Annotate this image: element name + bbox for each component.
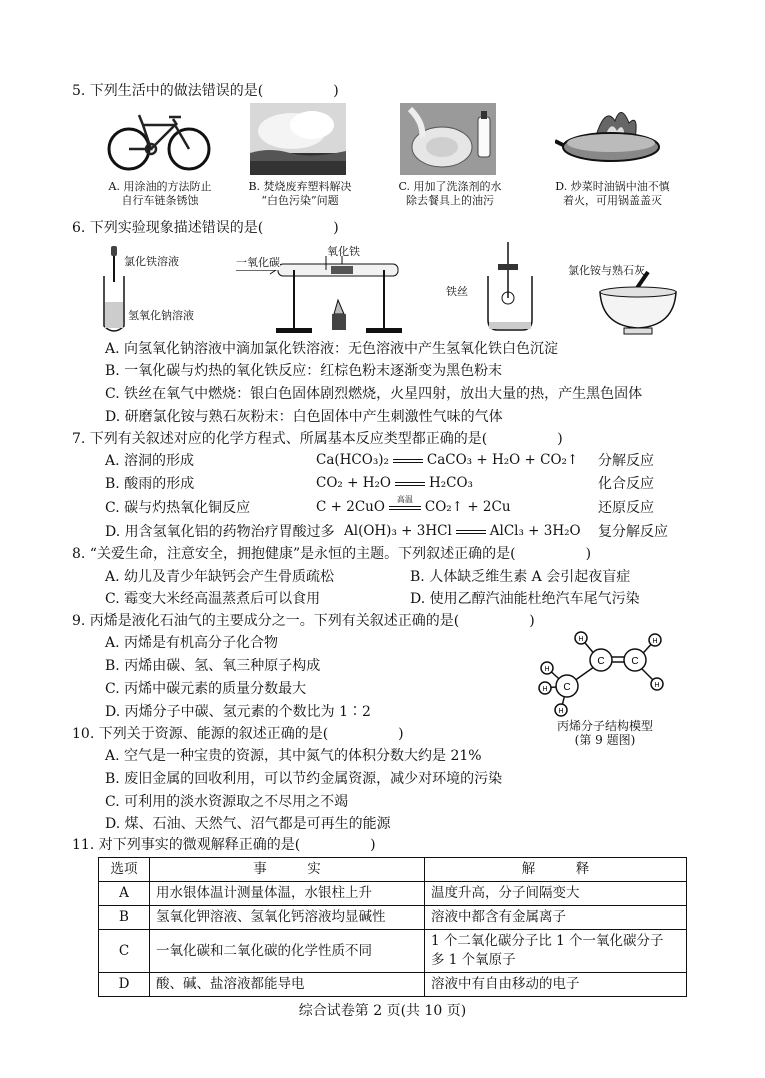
q11-table — [98, 857, 687, 997]
label-wire: 铁丝 — [446, 285, 468, 298]
label-co: 一氧化碳 — [236, 256, 280, 269]
q7-row-a-type: 分解反应 — [598, 453, 654, 469]
wok-fire-icon — [555, 103, 663, 175]
q7-row-d-desc: D. 用含氢氧化铝的药物治疗胃酸过多 — [105, 524, 335, 540]
propene-model-icon — [535, 628, 675, 720]
q8-option-d: D. 使用乙醇汽油能杜绝汽车尾气污染 — [410, 591, 640, 607]
page-footer: 综合试卷第 2 页(共 10 页) — [298, 1003, 467, 1019]
atom-h1: H — [578, 636, 584, 643]
table-header-row — [99, 858, 687, 882]
q8-option-b: B. 人体缺乏维生素 A 会引起夜盲症 — [410, 569, 631, 585]
iron-wire-jar-icon — [470, 240, 550, 336]
row-c-option: C — [99, 930, 150, 973]
atom-c2: C — [597, 656, 605, 667]
label-naoh: 氢氧化钠溶液 — [128, 309, 194, 322]
q5-option-b: B. 焚烧废弃塑料解决 “白色污染”问题 — [248, 180, 352, 207]
atom-c1: C — [563, 682, 571, 693]
q9-option-a: A. 丙烯是有机高分子化合物 — [105, 635, 279, 651]
atom-h4: H — [544, 666, 550, 673]
atom-h2: H — [652, 638, 658, 645]
q7-stem: 7. 下列有关叙述对应的化学方程式、所属基本反应类型都正确的是( ) — [72, 431, 563, 447]
header-option: 选项 — [99, 858, 150, 882]
q10-stem: 10. 下列关于资源、能源的叙述正确的是( ) — [72, 726, 404, 742]
row-a-fact: 用水银体温计测量体温，水银柱上升 — [150, 882, 425, 906]
q9-figure-caption: 丙烯分子结构模型 (第 9 题图) — [556, 719, 653, 747]
q9-stem: 9. 丙烯是液化石油气的主要成分之一。下列有关叙述正确的是( ) — [72, 613, 535, 629]
q9-option-c: C. 丙烯中碳元素的质量分数最大 — [105, 681, 307, 697]
row-b-fact: 氢氧化钾溶液、氢氧化钙溶液均显碱性 — [150, 906, 425, 930]
q5-stem: 5. 下列生活中的做法错误的是( ) — [72, 83, 339, 99]
label-fe2o3: 氧化铁 — [327, 245, 360, 258]
q10-option-b: B. 废旧金属的回收利用，可以节约金属资源，减少对环境的污染 — [105, 771, 503, 787]
row-d-explain: 溶液中有自由移动的电子 — [425, 973, 687, 997]
q11-stem: 11. 对下列事实的微观解释正确的是( ) — [72, 837, 376, 853]
row-a-explain: 温度升高，分子间隔变大 — [425, 882, 687, 906]
table-row — [99, 882, 687, 906]
row-b-explain: 溶液中都含有金属离子 — [425, 906, 687, 930]
q6-option-a: A. 向氢氧化钠溶液中滴加氯化铁溶液：无色溶液中产生氢氧化铁白色沉淀 — [105, 341, 559, 357]
row-d-fact: 酸、碱、盐溶液都能导电 — [150, 973, 425, 997]
q7-row-c-type: 还原反应 — [598, 500, 654, 516]
q9-option-b: B. 丙烯由碳、氢、氧三种原子构成 — [105, 658, 321, 674]
q7-row-d-equation: Al(OH)₃ + 3HCl AlCl₃ + 3H₂O — [344, 523, 581, 539]
q6-option-c: C. 铁丝在氧气中燃烧：银白色固体剧烈燃烧，火星四射，放出大量的热，产生黑色固体 — [105, 386, 643, 402]
mortar-pestle-icon — [596, 270, 680, 336]
atom-h3: H — [654, 682, 660, 689]
q7-row-a-equation: Ca(HCO₃)₂ CaCO₃ + H₂O + CO₂↑ — [316, 452, 579, 468]
header-explain: 解 释 — [425, 858, 687, 882]
dish-washing-icon — [400, 103, 496, 175]
q7-row-b-type: 化合反应 — [598, 476, 654, 492]
q6-stem: 6. 下列实验现象描述错误的是( ) — [72, 220, 339, 236]
q6-option-b: B. 一氧化碳与灼热的氧化铁反应：红棕色粉末逐渐变为黑色粉末 — [105, 363, 503, 379]
table-row — [99, 930, 687, 973]
bicycle-icon — [105, 103, 213, 175]
q7-row-a-desc: A. 溶洞的形成 — [105, 453, 195, 469]
row-d-option: D — [99, 973, 150, 997]
q5-option-a: A. 用涂油的方法防止 自行车链条锈蚀 — [108, 180, 212, 207]
header-fact: 事 实 — [150, 858, 425, 882]
q7-row-d-type: 复分解反应 — [598, 524, 668, 540]
q9-option-d: D. 丙烯分子中碳、氢元素的个数比为 1∶2 — [105, 704, 371, 720]
q8-option-c: C. 霉变大米经高温蒸煮后可以食用 — [105, 591, 321, 607]
label-nh4cl: 氯化铵与熟石灰 — [568, 264, 645, 277]
smoke-icon — [250, 103, 346, 175]
q5-option-c: C. 用加了洗涤剂的水 除去餐具上的油污 — [398, 180, 502, 207]
atom-c3: C — [631, 656, 639, 667]
row-b-option: B — [99, 906, 150, 930]
q7-row-b-desc: B. 酸雨的形成 — [105, 476, 195, 492]
q10-option-d: D. 煤、石油、天然气、沼气都是可再生的能源 — [105, 816, 391, 832]
q8-stem: 8. “关爱生命，注意安全，拥抱健康”是永恒的主题。下列叙述正确的是( ) — [72, 546, 592, 562]
table-row — [99, 906, 687, 930]
q8-option-a: A. 幼儿及青少年缺钙会产生骨质疏松 — [105, 569, 335, 585]
row-c-explain: 1 个二氧化碳分子比 1 个一氧化碳分子 多 1 个氧原子 — [425, 930, 687, 973]
q7-row-c-equation: C + 2CuO 高温 CO₂↑ + 2Cu — [316, 494, 511, 515]
row-c-fact: 一氧化碳和二氧化碳的化学性质不同 — [150, 930, 425, 973]
q5-option-d: D. 炒菜时油锅中油不慎 着火，可用锅盖盖灭 — [555, 180, 670, 207]
row-a-option: A — [99, 882, 150, 906]
q7-row-b-equation: CO₂ + H₂O H₂CO₃ — [316, 475, 473, 491]
table-row — [99, 973, 687, 997]
q6-option-d: D. 研磨氯化铵与熟石灰粉末：白色固体中产生刺激性气味的气体 — [105, 409, 503, 425]
q10-option-c: C. 可利用的淡水资源取之不尽用之不竭 — [105, 794, 349, 810]
atom-h6: H — [558, 708, 564, 715]
q10-option-a: A. 空气是一种宝贵的资源，其中氮气的体积分数大约是 21% — [105, 748, 482, 764]
q7-row-c-desc: C. 碳与灼热氧化铜反应 — [105, 500, 251, 516]
atom-h5: H — [542, 686, 548, 693]
label-fecl3: 氯化铁溶液 — [124, 255, 179, 268]
